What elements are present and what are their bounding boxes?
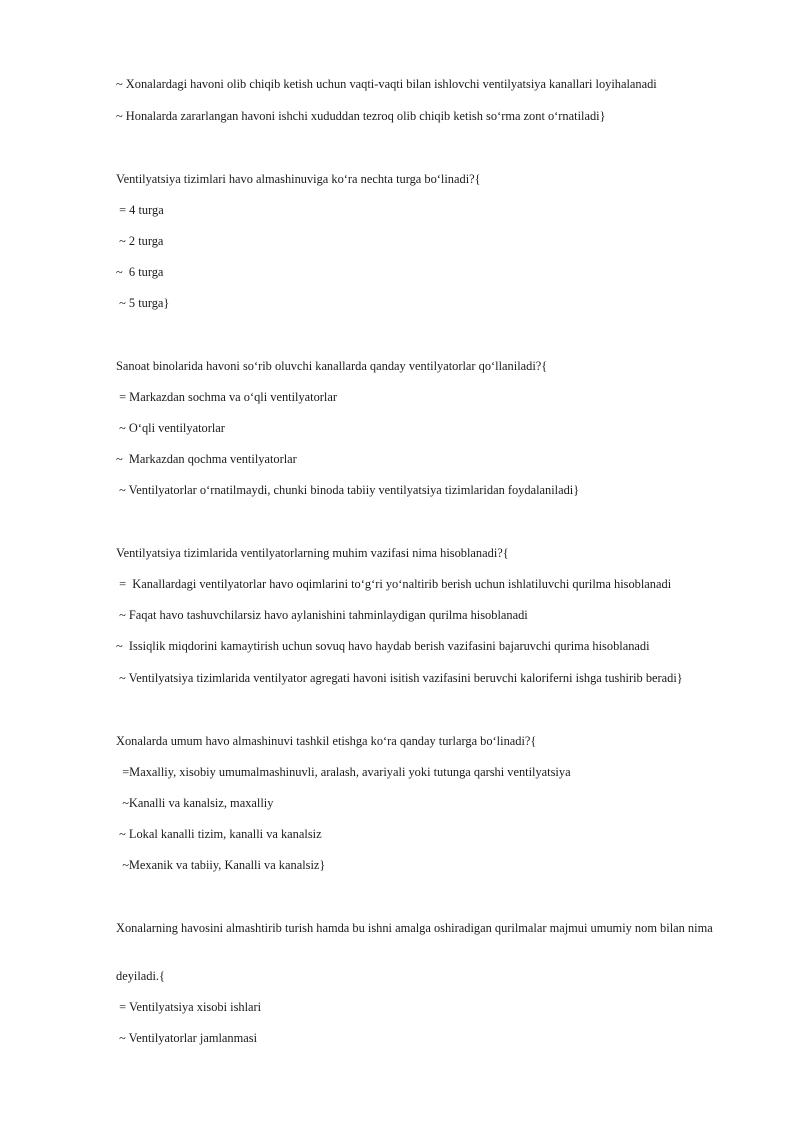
question-text-continued: deyiladi.{ xyxy=(116,969,165,983)
question-text: Ventilyatsiya tizimlarida ventilyatorlarning muhim vazifasi nima hisoblanadi?{ xyxy=(116,546,509,560)
answer-option: = 4 turga xyxy=(116,203,164,217)
answer-option: ~Mexanik va tabiiy, Kanalli va kanalsiz} xyxy=(116,858,326,872)
answer-option: = Ventilyatsiya xisobi ishlari xyxy=(116,1000,262,1014)
answer-option: ~ Issiqlik miqdorini kamaytirish uchun sovuq havo haydab berish vazifasini bajaruvchi qurima hisoblanadi xyxy=(116,639,650,653)
answer-option: ~ 6 turga xyxy=(116,265,164,279)
answer-option: ~ Ventilyatorlar jamlanmasi xyxy=(116,1031,258,1045)
answer-option: = Markazdan sochma va o‘qli ventilyatorlar xyxy=(116,390,337,404)
question-text: Ventilyatsiya tizimlari havo almashinuviga ko‘ra nechta turga bo‘linadi?{ xyxy=(116,172,481,186)
question-text: Xonalarda umum havo almashinuvi tashkil etishga ko‘ra qanday turlarga bo‘linadi?{ xyxy=(116,734,537,748)
answer-option: ~ O‘qli ventilyatorlar xyxy=(116,421,225,435)
answer-option: ~ Faqat havo tashuvchilarsiz havo aylanishini tahminlaydigan qurilma hisoblanadi xyxy=(116,608,528,622)
answer-option: ~ 5 turga} xyxy=(116,296,170,310)
answer-option: = Kanallardagi ventilyatorlar havo oqimlarini to‘g‘ri yo‘naltirib berish uchun ishlatiluvchi qurilma hisoblanadi xyxy=(116,577,672,591)
answer-option: ~ Xonalardagi havoni olib chiqib ketish uchun vaqti-vaqti bilan ishlovchi ventilyatsiya kanallari loyihalanadi xyxy=(116,77,657,91)
answer-option: ~Kanalli va kanalsiz, maxalliy xyxy=(116,796,274,810)
answer-option: ~ Ventilyatorlar o‘rnatilmaydi, chunki binoda tabiiy ventilyatsiya tizimlaridan foydalaniladi} xyxy=(116,483,580,497)
question-text: Xonalarning havosini almashtirib turish hamda bu ishni amalga oshiradigan qurilmalar majmui umumiy nom bilan nima xyxy=(116,921,713,935)
answer-option: ~ Markazdan qochma ventilyatorlar xyxy=(116,452,297,466)
answer-option: ~ Honalarda zararlangan havoni ishchi xududdan tezroq olib chiqib ketish so‘rma zont o‘rnatiladi} xyxy=(116,109,606,123)
answer-option: =Maxalliy, xisobiy umumalmashinuvli, aralash, avariyali yoki tutunga qarshi ventilyatsiya xyxy=(116,765,571,779)
answer-option: ~ Lokal kanalli tizim, kanalli va kanalsiz xyxy=(116,827,322,841)
question-text: Sanoat binolarida havoni so‘rib oluvchi kanallarda qanday ventilyatorlar qo‘llaniladi?{ xyxy=(116,359,548,373)
answer-option: ~ 2 turga xyxy=(116,234,164,248)
answer-option: ~ Ventilyatsiya tizimlarida ventilyator agregati havoni isitish vazifasini beruvchi kaloriferni ishga tushirib beradi} xyxy=(116,671,683,685)
